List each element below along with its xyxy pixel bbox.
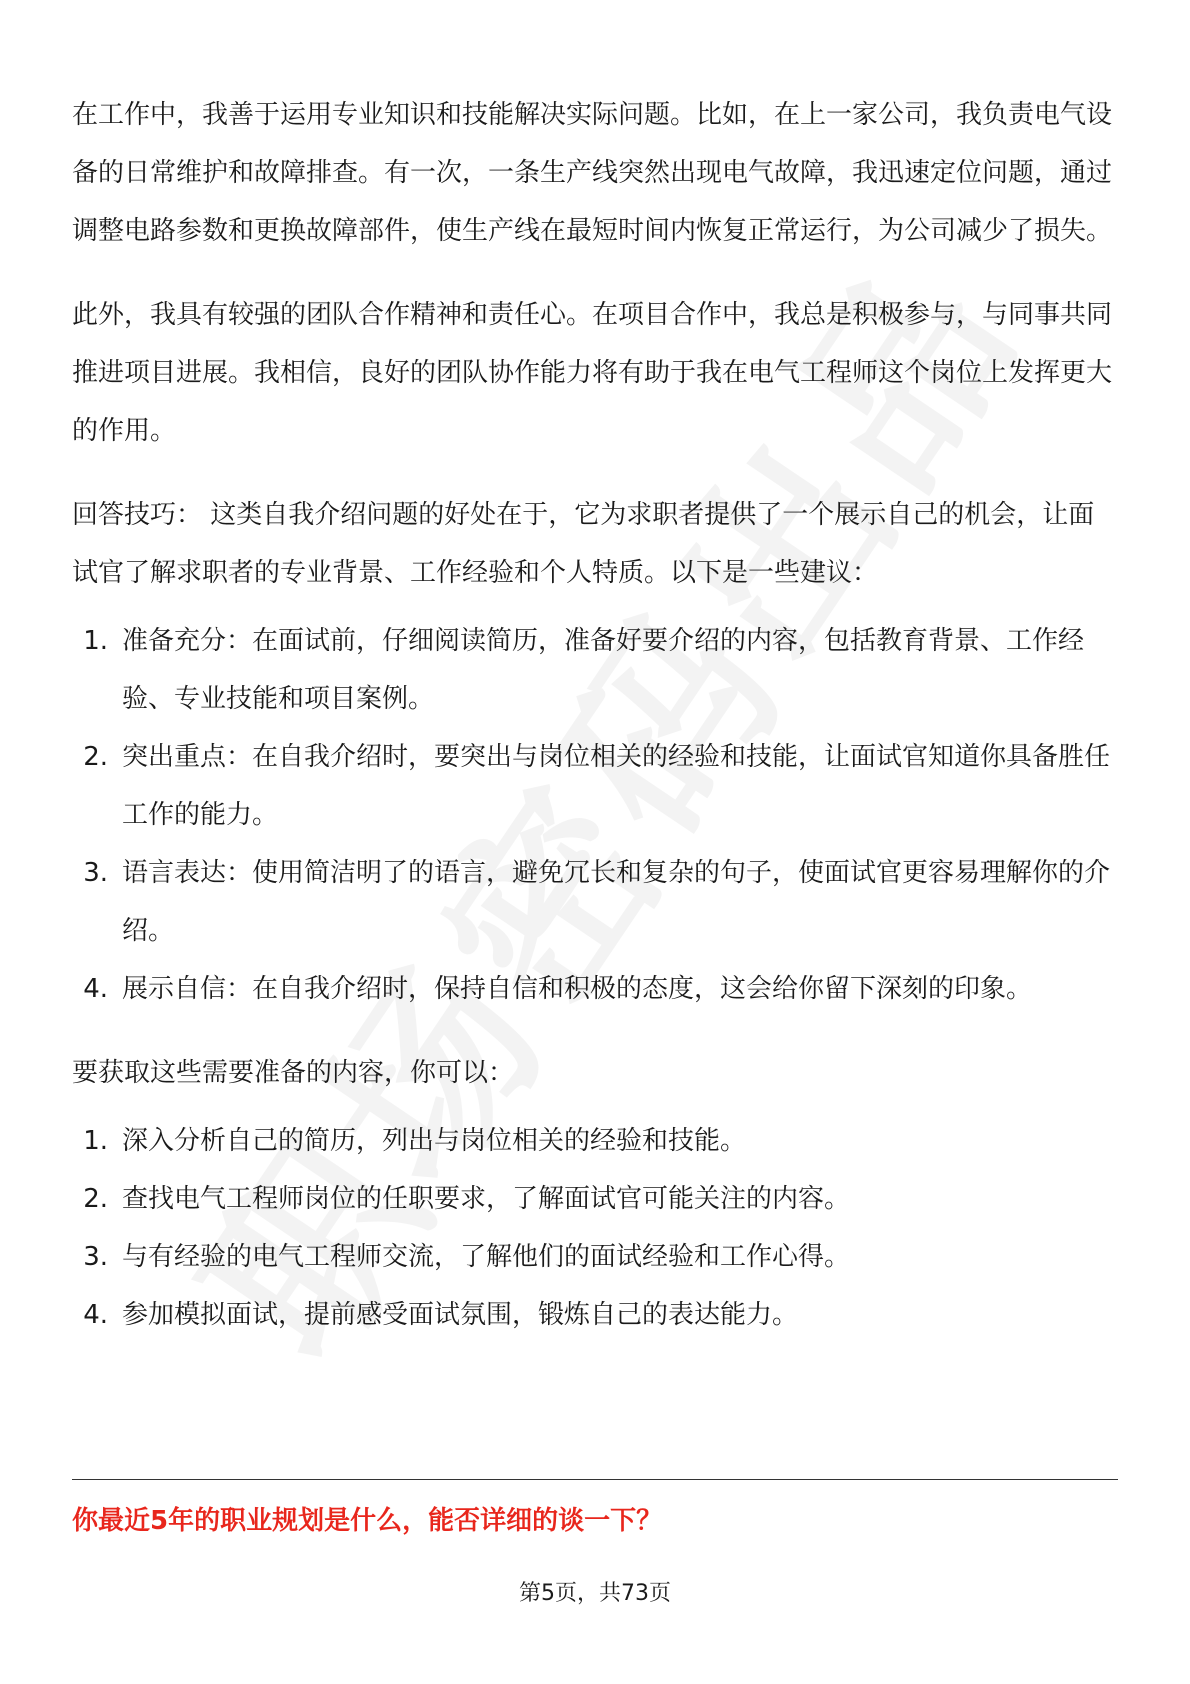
list-number: 3.	[83, 858, 108, 888]
page-number: 第5页，共73页	[519, 1581, 671, 1606]
list-item-text: 突出重点：在自我介绍时，要突出与岗位相关的经验和技能，让面试官知道你具备胜任工作的能力。	[122, 742, 1111, 830]
list-number: 1.	[83, 626, 108, 656]
list-item	[72, 612, 1118, 728]
list-item-text: 深入分析自己的简历，列出与岗位相关的经验和技能。	[122, 1126, 747, 1156]
list-item-text: 参加模拟面试，提前感受面试氛围，锻炼自己的表达能力。	[122, 1300, 799, 1330]
list-item-text: 查找电气工程师岗位的任职要求，了解面试官可能关注的内容。	[122, 1184, 851, 1214]
tips-list	[72, 612, 1118, 1018]
paragraph-work-experience: 在工作中，我善于运用专业知识和技能解决实际问题。比如，在上一家公司，我负责电气设备的日常维护和故障排查。有一次，一条生产线突然出现电气故障，我迅速定位问题，通过调整电路参数和更换故障部件，使生产线在最短时间内恢复正常运行，为公司减少了损失。	[72, 100, 1113, 246]
list-number: 1.	[83, 1126, 108, 1156]
section-divider	[72, 1479, 1118, 1480]
list-item	[72, 1228, 1118, 1286]
list-item	[72, 1286, 1118, 1344]
list-item-text: 展示自信：在自我介绍时，保持自信和积极的态度，这会给你留下深刻的印象。	[122, 974, 1033, 1004]
list-number: 3.	[83, 1242, 108, 1272]
list-item	[72, 728, 1118, 844]
paragraph-teamwork: 此外，我具有较强的团队合作精神和责任心。在项目合作中，我总是积极参与，与同事共同推进项目进展。我相信，良好的团队协作能力将有助于我在电气工程师这个岗位上发挥更大的作用。	[72, 300, 1113, 446]
next-question-heading: 你最近5年的职业规划是什么，能否详细的谈一下？	[72, 1506, 663, 1536]
list-item-text: 与有经验的电气工程师交流，了解他们的面试经验和工作心得。	[122, 1242, 851, 1272]
list-item	[72, 1170, 1118, 1228]
prep-steps-list	[72, 1112, 1118, 1344]
paragraph-prep-intro: 要获取这些需要准备的内容，你可以：	[72, 1058, 515, 1088]
list-number: 2.	[83, 1184, 108, 1214]
document-body	[72, 86, 1118, 1370]
list-number: 4.	[83, 1300, 108, 1330]
list-item-text: 语言表达：使用简洁明了的语言，避免冗长和复杂的句子，使面试官更容易理解你的介绍。	[122, 858, 1111, 946]
list-item-text: 准备充分：在面试前，仔细阅读简历，准备好要介绍的内容，包括教育背景、工作经验、专业技能和项目案例。	[122, 626, 1085, 714]
paragraph-answer-tips: 回答技巧： 这类自我介绍问题的好处在于，它为求职者提供了一个展示自己的机会，让面试官了解求职者的专业背景、工作经验和个人特质。以下是一些建议：	[72, 500, 1095, 588]
list-item	[72, 844, 1118, 960]
list-item	[72, 960, 1118, 1018]
list-item	[72, 1112, 1118, 1170]
list-number: 4.	[83, 974, 108, 1004]
list-number: 2.	[83, 742, 108, 772]
